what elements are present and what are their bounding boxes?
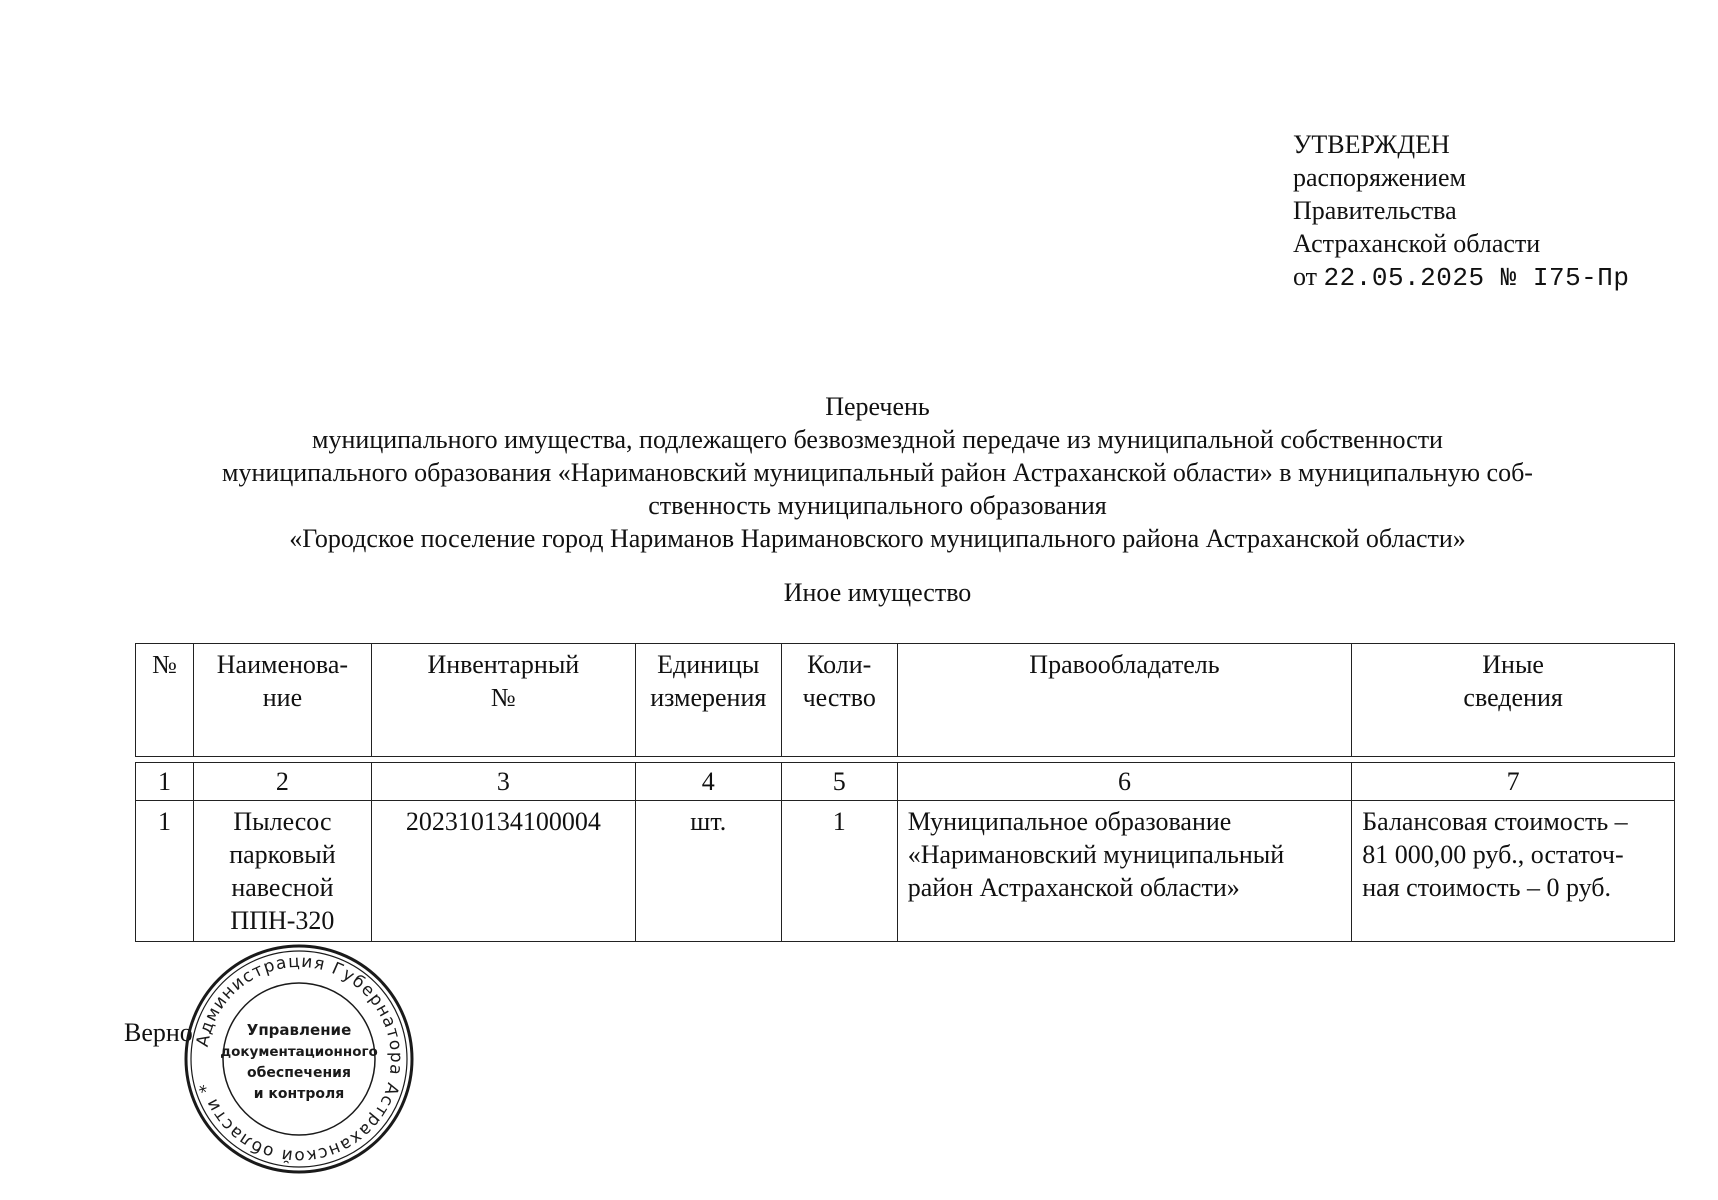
seal-center-text bbox=[220, 1021, 378, 1102]
row-owner-line1: Муниципальное образование bbox=[907, 807, 1232, 836]
header-inventory-part2: № bbox=[490, 683, 516, 712]
row-name-line4: ППН-320 bbox=[230, 906, 335, 935]
seal-center-line1: Управление bbox=[246, 1021, 352, 1039]
approval-date-line bbox=[1293, 260, 1629, 295]
title-line-3: муниципального образования «Наримановский муниципальный район Астраханской области» в муниципальную соб- bbox=[222, 458, 1533, 487]
header-num: № bbox=[136, 644, 194, 757]
row-number: 1 bbox=[136, 801, 194, 942]
header-unit bbox=[635, 644, 781, 757]
approval-block bbox=[1293, 128, 1629, 295]
seal-ring-text: Администрация Губернатора Астраханской области * bbox=[192, 951, 407, 1167]
document-title bbox=[120, 390, 1635, 555]
section-subtitle: Иное имущество bbox=[783, 578, 972, 607]
header-other-part2: сведения bbox=[1463, 683, 1563, 712]
approval-authority-2: Астраханской области bbox=[1293, 229, 1541, 258]
row-other-line3: ная стоимость – 0 руб. bbox=[1362, 873, 1612, 902]
approval-date-prefix: от bbox=[1293, 262, 1318, 291]
row-quantity: 1 bbox=[781, 801, 897, 942]
header-quantity bbox=[781, 644, 897, 757]
row-owner-line3: район Астраханской области» bbox=[907, 873, 1240, 902]
row-name-line3: навесной bbox=[231, 873, 334, 902]
column-number: 4 bbox=[635, 763, 781, 801]
approval-authority-1: Правительства bbox=[1293, 196, 1457, 225]
row-name bbox=[193, 801, 371, 942]
column-number: 3 bbox=[371, 763, 635, 801]
column-number: 7 bbox=[1352, 763, 1675, 801]
title-line-2: муниципального имущества, подлежащего безвозмездной передаче из муниципальной собственности bbox=[312, 425, 1443, 454]
header-inventory bbox=[371, 644, 635, 757]
row-name-line2: парковый bbox=[229, 840, 336, 869]
header-name-part2: ние bbox=[262, 683, 303, 712]
header-name-part1: Наименова- bbox=[216, 650, 349, 679]
header-quantity-part1: Коли- bbox=[807, 650, 872, 679]
column-number: 5 bbox=[781, 763, 897, 801]
property-table bbox=[135, 643, 1675, 942]
row-inventory-number: 202310134100004 bbox=[371, 801, 635, 942]
header-name bbox=[193, 644, 371, 757]
approval-status: УТВЕРЖДЕН bbox=[1293, 130, 1450, 159]
header-inventory-part1: Инвентарный bbox=[427, 650, 580, 679]
header-owner: Правообладатель bbox=[897, 644, 1352, 757]
certified-label: Верно bbox=[124, 1018, 193, 1047]
column-number-row bbox=[136, 763, 1675, 801]
header-other bbox=[1352, 644, 1675, 757]
row-name-line1: Пылесос bbox=[233, 807, 332, 836]
row-other-line2: 81 000,00 руб., остаточ- bbox=[1362, 840, 1624, 869]
table-row bbox=[136, 801, 1675, 942]
seal-center-line3: обеспечения bbox=[247, 1065, 351, 1081]
row-unit: шт. bbox=[635, 801, 781, 942]
approval-type: распоряжением bbox=[1293, 163, 1466, 192]
header-unit-part1: Единицы bbox=[657, 650, 760, 679]
row-other-line1: Балансовая стоимость – bbox=[1362, 807, 1628, 836]
title-line-4: ственность муниципального образования bbox=[648, 491, 1107, 520]
title-line-5: «Городское поселение город Нариманов Наримановского муниципального района Астраханской области» bbox=[289, 524, 1466, 553]
official-seal-stamp bbox=[183, 943, 415, 1175]
title-line-1: Перечень bbox=[825, 392, 930, 421]
header-quantity-part2: чество bbox=[802, 683, 876, 712]
header-other-part1: Иные bbox=[1482, 650, 1544, 679]
seal-center-line2: документационного bbox=[220, 1044, 378, 1060]
column-number: 1 bbox=[136, 763, 194, 801]
header-row bbox=[136, 644, 1675, 757]
column-number: 2 bbox=[193, 763, 371, 801]
row-other-info bbox=[1352, 801, 1675, 942]
row-owner-line2: «Наримановский муниципальный bbox=[907, 840, 1285, 869]
row-owner bbox=[897, 801, 1352, 942]
seal-center-line4: и контроля bbox=[253, 1086, 345, 1102]
header-unit-part2: измерения bbox=[650, 683, 767, 712]
approval-date-number: 22.05.2025 № I75-Пр bbox=[1323, 263, 1630, 293]
column-number: 6 bbox=[897, 763, 1352, 801]
